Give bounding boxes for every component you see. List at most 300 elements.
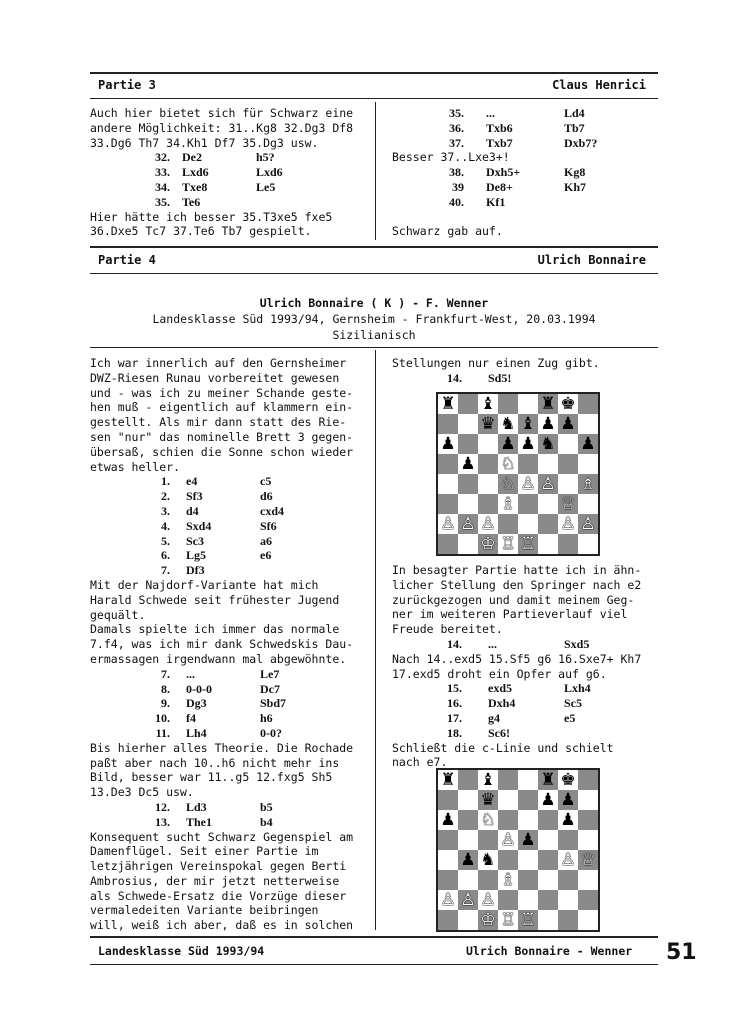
move-number: 5. <box>161 533 170 548</box>
board-square <box>578 534 598 554</box>
board-square <box>558 534 578 554</box>
partie4-right-move <box>392 371 658 386</box>
board-square <box>578 910 598 930</box>
white-piece-icon: ♗ <box>498 494 518 514</box>
text-line: 17.exd5 droht ein Opfer auf g6. <box>392 666 607 681</box>
board-square <box>558 474 578 494</box>
board-square <box>478 434 498 454</box>
board-square <box>518 850 538 870</box>
black-move: e6 <box>260 548 272 563</box>
move-number: 13. <box>155 814 170 829</box>
move-row <box>392 136 658 151</box>
move-row <box>90 815 372 830</box>
board-square <box>538 534 558 554</box>
white-move: Sf3 <box>186 489 203 504</box>
board-square <box>498 850 518 870</box>
move-number: 33. <box>155 165 170 180</box>
move-number: 12. <box>155 799 170 814</box>
move-row <box>90 489 372 504</box>
black-move: Dc7 <box>260 681 280 696</box>
black-piece-icon: ♝ <box>478 770 498 790</box>
text-line: hen muß - eigentlich auf klammern ein- <box>90 400 354 415</box>
board-square <box>458 870 478 890</box>
game-title: Ulrich Bonnaire ( K ) - F. Wenner <box>259 296 489 310</box>
partie3-right-note: Besser 37..Lxe3+! <box>392 150 510 165</box>
white-piece-icon: ♙ <box>438 890 458 910</box>
text-line: 7.f4, was ich mir dank Schwedskis Dau- <box>90 637 354 652</box>
opening-name: Sizilianisch <box>332 328 416 342</box>
partie3-result: Schwarz gab auf. <box>392 223 503 238</box>
black-move: Sc5 <box>564 696 582 711</box>
partie3-left-text-2 <box>90 210 372 240</box>
white-piece-icon: ♘ <box>498 474 518 494</box>
text-line: 33.Dg6 Th7 34.Kh1 Df7 35.Dg3 usw. <box>90 135 319 150</box>
board-square <box>498 514 518 534</box>
board-square <box>578 494 598 514</box>
board-square <box>518 870 538 890</box>
black-piece-icon: ♛ <box>478 790 498 810</box>
white-move: Ld3 <box>186 799 207 814</box>
text-line: gestellt. Als mir dann statt des Rie- <box>90 415 347 430</box>
white-move: Df3 <box>186 563 205 578</box>
board-square <box>478 494 498 514</box>
white-move: ... <box>486 106 495 120</box>
move-row <box>392 681 658 696</box>
black-piece-icon: ♟ <box>438 810 458 830</box>
partie3-right-column <box>392 106 658 238</box>
text-line: 13.De3 Dc5 usw. <box>90 785 194 800</box>
partie3-header <box>90 76 658 96</box>
black-piece-icon: ♟ <box>558 790 578 810</box>
board-square <box>458 810 478 830</box>
white-move: Lxd6 <box>182 165 209 180</box>
board-square <box>438 850 458 870</box>
move-number: 38. <box>449 165 464 180</box>
board-square <box>458 830 478 850</box>
board-square <box>518 890 538 910</box>
move-row <box>392 106 658 121</box>
board-square <box>578 890 598 910</box>
partie3-left-column <box>90 106 372 239</box>
text-line: zurückgezogen und damit meinem Geg- <box>392 592 635 607</box>
black-piece-icon: ♚ <box>558 770 578 790</box>
board-square <box>578 870 598 890</box>
move-number: 40. <box>449 194 464 209</box>
move-number: 11. <box>155 725 170 740</box>
text-line: Hier hätte ich besser 35.T3xe5 fxe5 <box>90 209 333 224</box>
white-piece-icon: ♖ <box>518 910 538 930</box>
board-square <box>558 890 578 910</box>
black-piece-icon: ♟ <box>558 810 578 830</box>
board-square <box>458 434 478 454</box>
black-move: 0-0? <box>260 725 282 740</box>
white-move: Txe8 <box>182 179 208 194</box>
white-move: g4 <box>488 710 500 725</box>
black-piece-icon: ♜ <box>538 394 558 414</box>
board-square <box>478 454 498 474</box>
text-line: Ambrosius, der mir jetzt netterweise <box>90 873 340 888</box>
move-number: 35. <box>155 194 170 209</box>
black-piece-icon: ♟ <box>458 454 478 474</box>
black-piece-icon: ♜ <box>438 394 458 414</box>
board-square <box>558 454 578 474</box>
rule <box>90 246 658 248</box>
text-line: gequält. <box>90 607 146 622</box>
text-line: Auch hier bietet sich für Schwarz eine <box>90 106 354 120</box>
black-move: h5? <box>256 150 275 165</box>
move-number: 6. <box>161 548 170 563</box>
black-piece-icon: ♞ <box>498 414 518 434</box>
move-row <box>90 195 372 210</box>
white-piece-icon: ♙ <box>518 474 538 494</box>
board-square <box>438 494 458 514</box>
move-row <box>90 180 372 195</box>
move-row <box>392 195 658 210</box>
black-piece-icon: ♚ <box>558 394 578 414</box>
text-line: 36.Dxe5 Tc7 37.Te6 Tb7 gespielt. <box>90 224 312 239</box>
black-piece-icon: ♟ <box>438 434 458 454</box>
column-divider <box>375 102 376 240</box>
move-number: 15. <box>447 681 462 696</box>
board-square <box>558 830 578 850</box>
white-move: De2 <box>182 150 202 165</box>
footer-rule-bottom <box>90 964 658 965</box>
board-square <box>438 474 458 494</box>
board-square <box>578 414 598 434</box>
white-move: Dxh4 <box>488 696 516 711</box>
white-move: Sc6! <box>488 725 510 740</box>
move-number: 39 <box>452 179 464 194</box>
move-row <box>90 474 372 489</box>
board-square <box>458 394 478 414</box>
black-move: Le5 <box>256 179 276 194</box>
partie3-author: Claus Henrici <box>552 78 646 92</box>
text-line: und - was ich zu meiner Schande geste- <box>90 385 354 400</box>
move-row <box>90 563 372 578</box>
black-piece-icon: ♞ <box>538 434 558 454</box>
move-row <box>90 726 372 741</box>
black-piece-icon: ♟ <box>458 850 478 870</box>
partie4-right-text: Stellungen nur einen Zug gibt. <box>392 356 600 370</box>
white-piece-icon: ♙ <box>438 514 458 534</box>
white-piece-icon: ♔ <box>478 910 498 930</box>
game-info: Landesklasse Süd 1993/94, Gernsheim - Frankfurt-West, 20.03.1994 <box>152 312 596 326</box>
board-square <box>538 850 558 870</box>
move-number: 36. <box>449 120 464 135</box>
black-piece-icon: ♟ <box>498 434 518 454</box>
white-move: Txb7 <box>486 135 513 150</box>
board-square <box>518 810 538 830</box>
black-move: b4 <box>260 814 273 829</box>
white-move: Lh4 <box>186 725 207 740</box>
board-square <box>458 474 478 494</box>
move-number: 17. <box>447 710 462 725</box>
white-piece-icon: ♙ <box>478 514 498 534</box>
text-line: als Schwede-Ersatz die Vorzüge dieser <box>90 888 347 903</box>
partie3-left-moves <box>90 150 372 209</box>
move-number: 14. <box>447 636 462 651</box>
move-row <box>392 180 658 195</box>
move-number: 34. <box>155 179 170 194</box>
text-line: Konsequent sucht Schwarz Gegenspiel am <box>90 829 354 844</box>
white-move: ... <box>186 666 195 681</box>
board-square <box>438 534 458 554</box>
board-square <box>438 870 458 890</box>
white-move: d4 <box>186 503 199 518</box>
black-move: Tb7 <box>564 120 585 135</box>
black-move: Sbd7 <box>260 696 287 711</box>
board-square <box>538 454 558 474</box>
black-piece-icon: ♜ <box>538 770 558 790</box>
move-row <box>392 711 658 726</box>
move-row <box>90 534 372 549</box>
partie4-intro <box>90 356 372 474</box>
black-piece-icon: ♟ <box>538 414 558 434</box>
board-square <box>538 890 558 910</box>
column-divider <box>375 350 376 930</box>
black-move: b5 <box>260 799 273 814</box>
white-move: exd5 <box>488 681 512 696</box>
partie4-right-text-3 <box>392 652 658 682</box>
board-square <box>518 494 538 514</box>
partie4-moves-1 <box>90 474 372 578</box>
partie3-label: Partie 3 <box>98 78 156 92</box>
black-piece-icon: ♟ <box>578 434 598 454</box>
move-number: 7. <box>161 666 170 681</box>
white-piece-icon: ♔ <box>478 534 498 554</box>
text-line: licher Stellung den Springer nach e2 <box>392 577 642 592</box>
move-number: 4. <box>161 518 170 533</box>
black-move: c5 <box>260 474 272 489</box>
move-row <box>90 667 372 682</box>
white-piece-icon: ♖ <box>518 534 538 554</box>
white-piece-icon: ♙ <box>558 514 578 534</box>
black-piece-icon: ♜ <box>438 770 458 790</box>
text-line: Damals spielte ich immer das normale <box>90 622 340 637</box>
white-piece-icon: ♕ <box>558 494 578 514</box>
text-line: Ich war innerlich auf den Gernsheimer <box>90 356 347 370</box>
board-square <box>458 494 478 514</box>
white-move: Sxd4 <box>186 518 212 533</box>
text-line: Harald Schwede seit frühester Jugend <box>90 592 340 607</box>
text-line: In besagter Partie hatte ich in ähn- <box>392 563 642 577</box>
white-piece-icon: ♘ <box>478 810 498 830</box>
text-line: Bis hierher alles Theorie. Die Rochade <box>90 740 354 755</box>
text-line: übersaß, schien die Sonne schon wieder <box>90 444 354 459</box>
top-rule <box>90 72 658 74</box>
text-line: ner im weiteren Partieverlauf viel <box>392 607 628 622</box>
footer-left: Landesklasse Süd 1993/94 <box>98 944 265 958</box>
partie4-moves-2 <box>90 667 372 741</box>
text-line: sen "nur" das nominelle Brett 3 gegen- <box>90 429 354 444</box>
board-square <box>578 454 598 474</box>
black-move: d6 <box>260 489 273 504</box>
board-square <box>438 454 458 474</box>
white-piece-icon: ♙ <box>558 850 578 870</box>
partie4-right-moves-3 <box>392 681 658 740</box>
partie4-right-text-4 <box>392 741 658 771</box>
partie4-header <box>90 251 658 271</box>
text-line: letzjährigen Vereinspokal gegen Berti <box>90 859 347 874</box>
move-row <box>392 637 658 652</box>
black-move: Kg8 <box>564 165 586 180</box>
black-move: Ld4 <box>564 106 585 120</box>
white-move: 0-0-0 <box>186 681 212 696</box>
board-square <box>478 830 498 850</box>
move-row <box>90 696 372 711</box>
board-square <box>578 394 598 414</box>
board-square <box>458 534 478 554</box>
footer-rule <box>90 936 658 938</box>
black-move: Sxd5 <box>564 636 590 651</box>
partie3-right-moves-2 <box>392 165 658 209</box>
white-piece-icon: ♙ <box>458 890 478 910</box>
move-row <box>90 165 372 180</box>
move-row <box>90 519 372 534</box>
move-number: 37. <box>449 135 464 150</box>
board-square <box>518 394 538 414</box>
white-piece-icon: ♙ <box>478 890 498 910</box>
black-move: a6 <box>260 533 272 548</box>
move-number: 14. <box>447 370 462 385</box>
black-piece-icon: ♟ <box>538 790 558 810</box>
white-move: Dg3 <box>186 696 207 711</box>
text-line: ermassagen irgendwann mal abgewöhnte. <box>90 651 347 666</box>
text-line: nach e7. <box>392 755 448 770</box>
partie3-left-text <box>90 106 372 150</box>
black-piece-icon: ♝ <box>518 414 538 434</box>
white-move: Te6 <box>182 194 201 209</box>
move-number: 3. <box>161 503 170 518</box>
text-line: andere Möglichkeit: 31..Kg8 32.Dg3 Df8 <box>90 120 354 135</box>
text-line: Freude bereitet. <box>392 622 503 637</box>
black-piece-icon: ♟ <box>518 830 538 850</box>
board-square <box>578 810 598 830</box>
text-line: Mit der Najdorf-Variante hat mich <box>90 577 319 592</box>
board-square <box>578 830 598 850</box>
white-piece-icon: ♙ <box>538 474 558 494</box>
move-row <box>90 504 372 519</box>
board-square <box>458 770 478 790</box>
white-move: Lg5 <box>186 548 207 563</box>
board-square <box>498 394 518 414</box>
black-move: e5 <box>564 710 576 725</box>
move-row <box>392 371 658 386</box>
partie3-right-moves <box>392 106 658 150</box>
move-row <box>90 682 372 697</box>
white-piece-icon: ♖ <box>498 910 518 930</box>
move-row <box>90 711 372 726</box>
white-move: e4 <box>186 474 198 489</box>
partie4-text-3 <box>90 741 372 800</box>
text-line: etwas heller. <box>90 459 181 474</box>
partie4-right-text-2 <box>392 563 658 637</box>
text-line: DWZ-Riesen Runau vorbereitet gewesen <box>90 370 340 385</box>
black-move: Lxh4 <box>564 681 591 696</box>
partie4-right-column <box>392 356 658 386</box>
board-square <box>518 514 538 534</box>
black-piece-icon: ♟ <box>558 414 578 434</box>
board-square <box>538 870 558 890</box>
board-square <box>578 790 598 810</box>
white-move: Txb6 <box>486 120 513 135</box>
black-move: h6 <box>260 711 273 726</box>
white-move: Kf1 <box>486 194 506 209</box>
move-row <box>90 548 372 563</box>
text-line: Nach 14..exd5 15.Sf5 g6 16.Sxe7+ Kh7 <box>392 651 642 666</box>
move-number: 10. <box>155 711 170 726</box>
move-number: 35. <box>449 106 464 120</box>
text-line: vermaledeiten Variante beibringen <box>90 903 319 918</box>
white-piece-icon: ♙ <box>458 514 478 534</box>
white-piece-icon: ♙ <box>498 830 518 850</box>
white-move: Dxh5+ <box>486 165 521 180</box>
white-piece-icon: ♗ <box>498 870 518 890</box>
board-square <box>538 514 558 534</box>
white-move: Sd5! <box>488 370 512 385</box>
white-piece-icon: ♖ <box>498 534 518 554</box>
board-square <box>518 454 538 474</box>
move-number: 32. <box>155 150 170 165</box>
move-number: 18. <box>447 725 462 740</box>
board-square <box>518 770 538 790</box>
chess-board-1 <box>436 392 600 556</box>
black-move: Sf6 <box>260 518 277 533</box>
board-square <box>518 790 538 810</box>
white-move: ... <box>488 636 497 651</box>
board-square <box>578 770 598 790</box>
rule <box>90 98 658 99</box>
board-square <box>438 790 458 810</box>
white-piece-icon: ♕ <box>578 850 598 870</box>
move-row <box>392 165 658 180</box>
move-number: 9. <box>161 696 170 711</box>
white-move: The1 <box>186 814 213 829</box>
black-piece-icon: ♛ <box>478 414 498 434</box>
board-square <box>558 910 578 930</box>
black-piece-icon: ♟ <box>518 434 538 454</box>
black-move: Dxb7? <box>564 135 598 150</box>
board-square <box>478 870 498 890</box>
board-square <box>438 830 458 850</box>
move-row <box>90 150 372 165</box>
board-square <box>538 830 558 850</box>
board-square <box>538 810 558 830</box>
move-row <box>392 121 658 136</box>
black-move: Kh7 <box>564 179 587 194</box>
rule <box>90 273 658 274</box>
partie4-author: Ulrich Bonnaire <box>537 253 646 267</box>
board-square <box>498 890 518 910</box>
text-line: paßt aber nach 10..h6 nicht mehr ins <box>90 755 340 770</box>
board-square <box>498 790 518 810</box>
board-square <box>498 770 518 790</box>
white-piece-icon: ♙ <box>578 514 598 534</box>
white-move: Sc3 <box>186 533 204 548</box>
white-piece-icon: ♘ <box>498 454 518 474</box>
partie4-text-2 <box>90 578 372 667</box>
chess-board-2 <box>436 768 600 932</box>
partie4-label: Partie 4 <box>98 253 156 267</box>
black-piece-icon: ♝ <box>478 394 498 414</box>
text-line: will, weiß ich aber, daß es in solchen <box>90 918 354 933</box>
board-square <box>438 414 458 434</box>
board-square <box>458 414 478 434</box>
black-move: Le7 <box>260 666 280 681</box>
move-number: 8. <box>161 681 170 696</box>
black-piece-icon: ♞ <box>478 850 498 870</box>
partie4-right-column-2 <box>392 563 658 770</box>
